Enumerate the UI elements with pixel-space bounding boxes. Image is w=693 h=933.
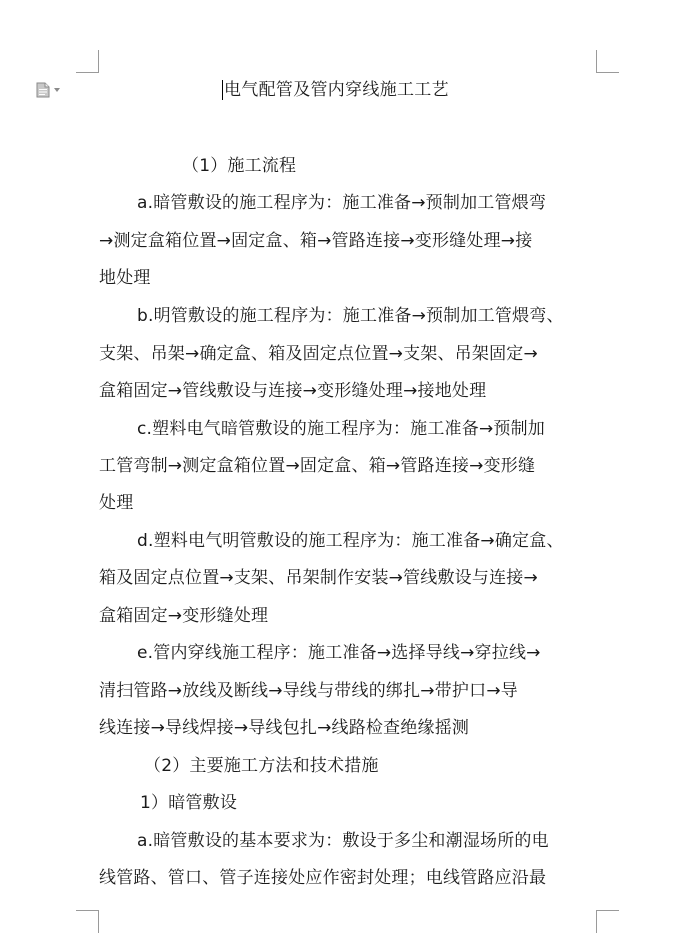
paragraph-line[interactable]: b.明管敷设的施工程序为：施工准备→预制加工管煨弯、	[137, 306, 564, 326]
page-corner-top-right	[596, 50, 619, 73]
section-heading-process[interactable]: （1）施工流程	[182, 156, 297, 176]
page-corner-bottom-right	[596, 910, 619, 933]
page-corner-top-left	[76, 50, 99, 73]
paragraph-line[interactable]: 箱及固定点位置→支架、吊架制作安装→管线敷设与连接→	[99, 568, 538, 588]
subsection-heading-concealed-conduit[interactable]: 1）暗管敷设	[140, 793, 238, 813]
paragraph-line[interactable]: 工管弯制→测定盒箱位置→固定盒、箱→管路连接→变形缝	[99, 456, 536, 476]
document-menu-button[interactable]	[36, 82, 66, 98]
section-heading-methods[interactable]: （2）主要施工方法和技术措施	[144, 756, 379, 776]
paragraph-line[interactable]: 线管路、管口、管子连接处应作密封处理；电线管路应沿最	[99, 868, 547, 888]
paragraph-line[interactable]: 清扫管路→放线及断线→导线与带线的绑扎→带护口→导	[99, 681, 518, 701]
page-corner-bottom-left	[76, 910, 99, 933]
paragraph-line[interactable]: 盒箱固定→变形缝处理	[99, 606, 269, 626]
paragraph-line[interactable]: →测定盒箱位置→固定盒、箱→管路连接→变形缝处理→接	[99, 231, 533, 251]
paragraph-line[interactable]: 地处理	[99, 268, 151, 288]
paragraph-line[interactable]: a.暗管敷设的施工程序为：施工准备→预制加工管煨弯	[137, 193, 547, 213]
paragraph-line[interactable]: 处理	[99, 493, 134, 513]
paragraph-line[interactable]: c.塑料电气暗管敷设的施工程序为：施工准备→预制加	[137, 419, 545, 439]
paragraph-line[interactable]: e.管内穿线施工程序：施工准备→选择导线→穿拉线→	[137, 643, 541, 663]
text-cursor	[222, 80, 223, 100]
paragraph-line[interactable]: d.塑料电气明管敷设的施工程序为：施工准备→确定盒、	[137, 531, 564, 551]
paragraph-line[interactable]: 盒箱固定→管线敷设与连接→变形缝处理→接地处理	[99, 381, 487, 401]
document-title[interactable]: 电气配管及管内穿线施工工艺	[224, 80, 449, 100]
paragraph-line[interactable]: 线连接→导线焊接→导线包扎→线路检查绝缘摇测	[99, 718, 470, 738]
chevron-down-icon	[54, 88, 60, 92]
paragraph-line[interactable]: 支架、吊架→确定盒、箱及固定点位置→支架、吊架固定→	[99, 344, 538, 364]
paragraph-line[interactable]: a.暗管敷设的基本要求为：敷设于多尘和潮湿场所的电	[137, 831, 549, 851]
document-icon	[36, 82, 50, 98]
